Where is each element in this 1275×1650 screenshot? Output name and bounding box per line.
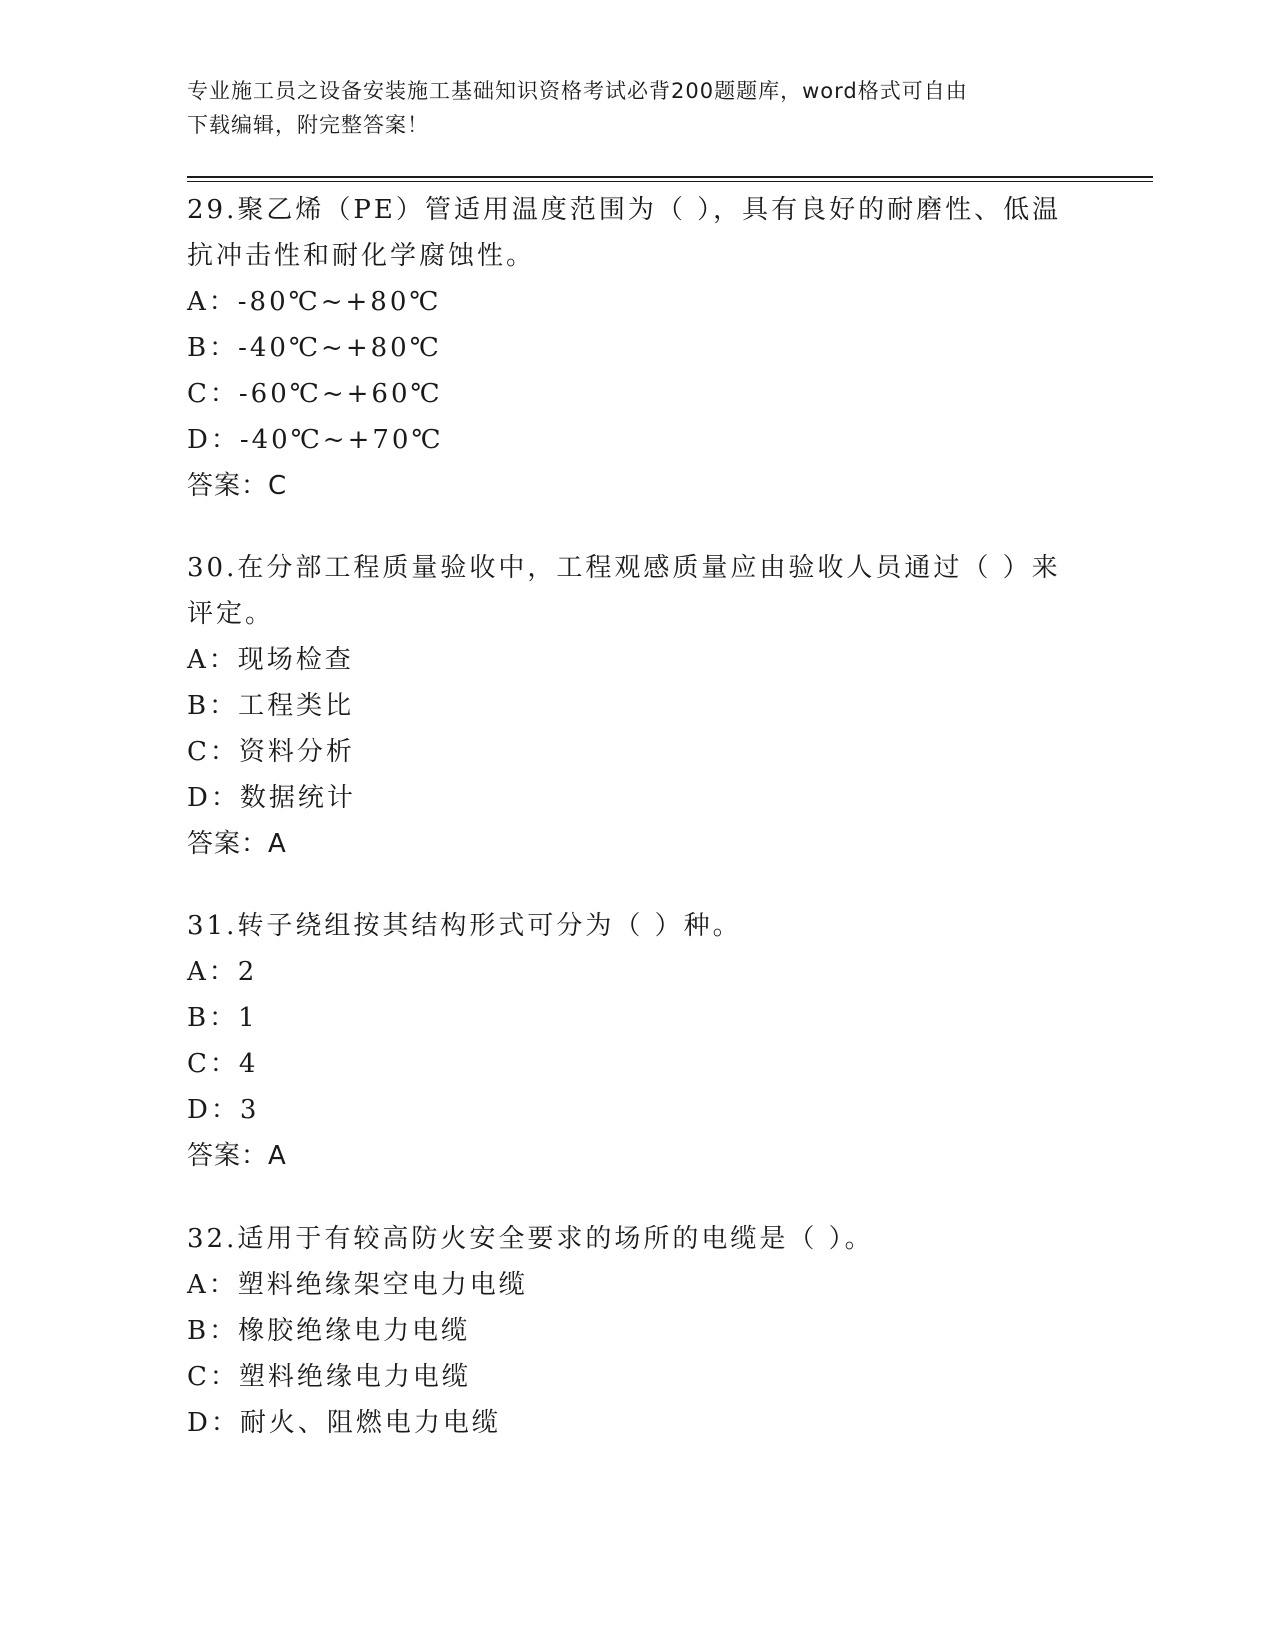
question-stem: 29.聚乙烯（PE）管适用温度范围为（ ），具有良好的耐磨性、低温抗冲击性和耐化学腐蚀性。 xyxy=(187,195,1062,271)
option-c: C：塑料绝缘电力电缆 xyxy=(187,1362,471,1392)
option-c: C：-60℃~+60℃ xyxy=(187,379,443,409)
option-d: D：-40℃~+70℃ xyxy=(187,425,444,455)
page-header xyxy=(187,74,1067,142)
header-divider-thin xyxy=(187,181,1153,182)
option-c: C：4 xyxy=(187,1049,259,1079)
question-31 xyxy=(187,903,1067,1179)
header-line-2: 下载编辑，附完整答案！ xyxy=(187,113,429,137)
question-32 xyxy=(187,1216,1067,1446)
answer: 答案：A xyxy=(187,1141,287,1171)
option-d: D：耐火、阻燃电力电缆 xyxy=(187,1408,501,1438)
option-a: A：塑料绝缘架空电力电缆 xyxy=(187,1270,528,1300)
option-a: A：现场检查 xyxy=(187,645,354,675)
question-stem: 31.转子绕组按其结构形式可分为（ ）种。 xyxy=(187,911,742,941)
option-d: D：3 xyxy=(187,1095,260,1125)
question-stem: 30.在分部工程质量验收中，工程观感质量应由验收人员通过（ ）来评定。 xyxy=(187,553,1061,629)
option-b: B：工程类比 xyxy=(187,691,355,721)
option-b: B：1 xyxy=(187,1003,258,1033)
header-divider-thick xyxy=(187,176,1153,178)
answer: 答案：A xyxy=(187,829,287,859)
question-30 xyxy=(187,545,1067,867)
question-29 xyxy=(187,187,1067,509)
answer: 答案：C xyxy=(187,471,288,501)
option-b: B：橡胶绝缘电力电缆 xyxy=(187,1316,471,1346)
option-a: A：2 xyxy=(187,957,258,987)
option-b: B：-40℃~+80℃ xyxy=(187,333,442,363)
option-a: A：-80℃~+80℃ xyxy=(187,287,442,317)
header-line-1: 专业施工员之设备安装施工基础知识资格考试必背200题题库，word格式可自由 xyxy=(187,79,968,103)
question-stem: 32.适用于有较高防火安全要求的场所的电缆是（ ）。 xyxy=(187,1224,874,1254)
option-c: C：资料分析 xyxy=(187,737,355,767)
option-d: D：数据统计 xyxy=(187,783,356,813)
